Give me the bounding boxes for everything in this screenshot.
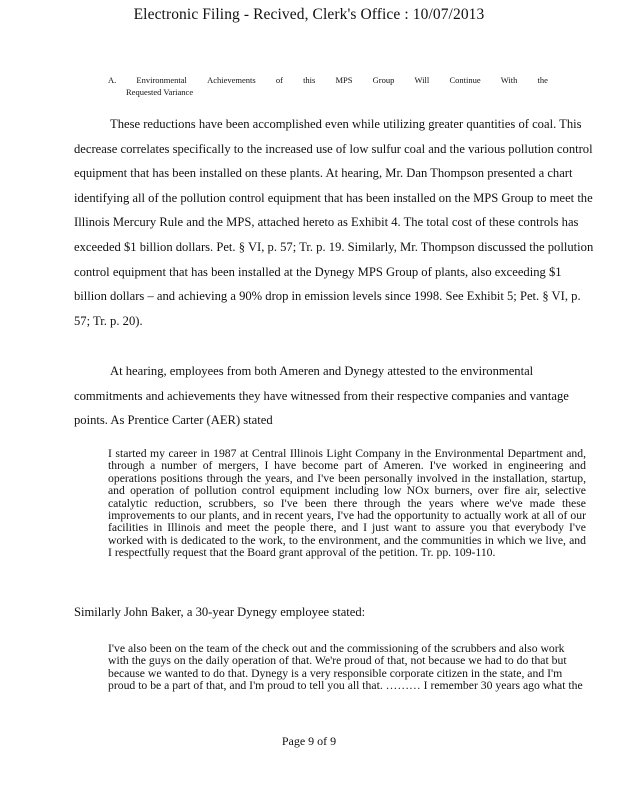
body-paragraph-1 (74, 112, 596, 333)
paragraph-text: These reductions have been accomplished even while utilizing greater quantities of coal. This decrease correlates specifically to the increased use of low sulfur coal and the various pollution control equipment that has been installed on these plants. At hearing, Mr. Dan Thompson presented a chart identifying all of the pollution control equipment that has been installed on the MPS Group to meet the Illinois Mercury Rule and the MPS, attached hereto as Exhibit 4. The total cost of these controls has exceeded $1 billion dollars. Pet. § VI, p. 57; Tr. p. 19. Similarly, Mr. Thompson discussed the pollution control equipment that has been installed at the Dynegy MPS Group of plants, also exceeding $1 billion dollars – and achieving a 90% drop in emission levels since 1998. See Exhibit 5; Pet. § VI, p. 57; Tr. p. 20). (74, 117, 594, 328)
section-letter: A. (108, 75, 117, 85)
heading-word: MPS (335, 75, 353, 85)
heading-word: Achievements (207, 75, 256, 85)
heading-word: this (303, 75, 316, 85)
heading-word: With (500, 75, 518, 85)
section-heading-line2: Requested Variance (126, 87, 194, 97)
heading-word: of (275, 75, 283, 85)
page-number: Page 9 of 9 (281, 734, 337, 748)
paragraph-text: At hearing, employees from both Ameren and Dynegy attested to the environmental commitments and achievements they have witnessed from their respective companies and vantage points. As Prentice Carter (AER) stated (74, 364, 569, 428)
quote-lead-in: Similarly John Baker, a 30-year Dynegy employee stated: (74, 605, 366, 619)
body-paragraph-2 (74, 359, 596, 433)
heading-word: Will (414, 75, 430, 85)
heading-word: Environmental (136, 75, 187, 85)
quote-text: I started my career in 1987 at Central Illinois Light Company in the Environmental Department and, through a number of mergers, I have become part of Ameren. I've worked in engineering and operations positions through the years, and I've been personally involved in the installation, startup, and operation of pollution control equipment including low NOx burners, over fire air, selective catalytic reduction, scrubbers, so I've been there through the years where we've made these improvements to our plants, and in recent years, I've had the opportunity to actually work at all of our facilities in Illinois and meet the people there, and I just want to assure you that everybody I've worked with is dedicated to the work, to the environment, and the communities in which we live, and I respectfully request that the Board grant approval of the petition. Tr. pp. 109-110. (108, 447, 586, 560)
block-quote-baker (108, 643, 586, 693)
page-header: Electronic Filing - Recived, Clerk's Office : 10/07/2013 (133, 6, 485, 23)
heading-word: the (537, 75, 548, 85)
heading-word: Continue (449, 75, 481, 85)
section-heading-line1 (108, 74, 548, 86)
heading-word: Group (372, 75, 395, 85)
block-quote-carter (108, 448, 586, 560)
quote-text: I've also been on the team of the check out and the commissioning of the scrubbers and also work with the guys on the daily operation of that. We're proud of that, not because we had to do that but because we wanted to do that. Dynegy is a very responsible corporate citizen in the state, and I'm proud to be a part of that, and I'm proud to tell you all that. ……… I remember 30 years ago what the (108, 642, 583, 693)
section-heading (108, 74, 548, 98)
